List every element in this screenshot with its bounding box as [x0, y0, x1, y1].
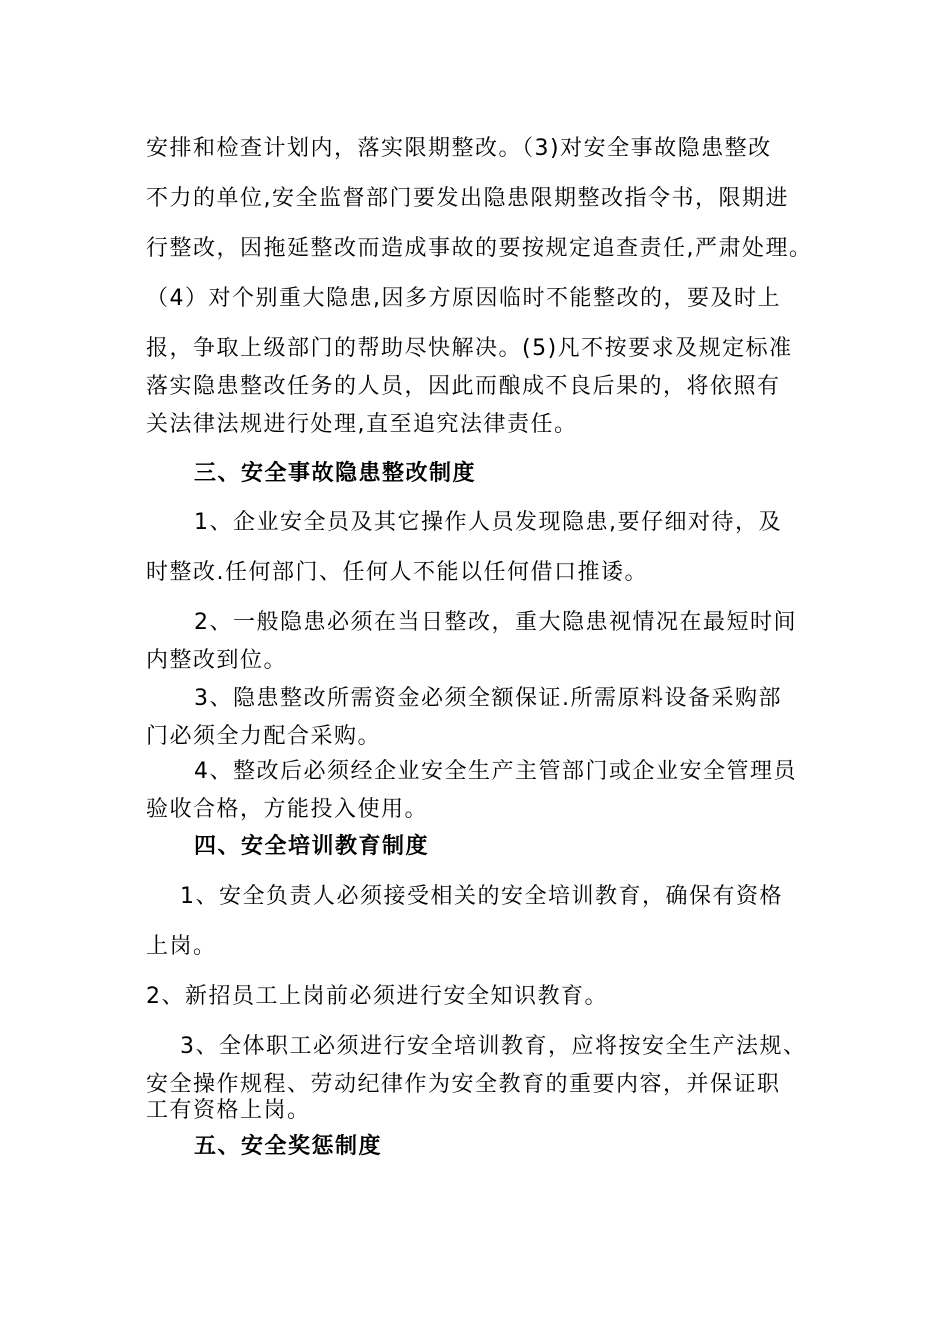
list-item-text: 1、安全负责人必须接受相关的安全培训教育，确保有资格 — [180, 884, 783, 909]
body-text-line: 安排和检查计划内，落实限期整改。（3)对安全事故隐患整改 — [146, 136, 772, 161]
list-item-text: 时整改.任何部门、任何人不能以任何借口推诿。 — [146, 560, 648, 585]
list-item-text: 验收合格，方能投入使用。 — [146, 797, 429, 822]
section-heading-5: 五、安全奖惩制度 — [194, 1134, 383, 1159]
body-text-line: 行整改，因拖延整改而造成事故的要按规定追查责任,严肃处理。 — [146, 236, 813, 261]
section-heading-3: 三、安全事故隐患整改制度 — [194, 461, 477, 486]
body-text-line: 报，争取上级部门的帮助尽快解决。(5)凡不按要求及规定标准 — [146, 336, 793, 361]
section-heading-4: 四、安全培训教育制度 — [194, 834, 430, 859]
list-item-text: 3、隐患整改所需资金必须全额保证.所需原料设备采购部 — [194, 686, 782, 711]
list-item-text: 4、整改后必须经企业安全生产主管部门或企业安全管理员 — [194, 759, 797, 784]
list-item-text: 2、新招员工上岗前必须进行安全知识教育。 — [146, 984, 608, 1009]
list-item-text: 工有资格上岗。 — [146, 1098, 311, 1123]
list-item-text: 门必须全力配合采购。 — [146, 724, 382, 749]
list-item-text: 3、全体职工必须进行安全培训教育，应将按安全生产法规、 — [180, 1034, 807, 1059]
body-text-line: （4）对个别重大隐患,因多方原因临时不能整改的，要及时上 — [146, 286, 781, 311]
list-item-text: 安全操作规程、劳动纪律作为安全教育的重要内容，并保证职 — [146, 1072, 781, 1097]
list-item-text: 1、企业安全员及其它操作人员发现隐患,要仔细对待，及 — [194, 510, 782, 535]
body-text-line: 不力的单位,安全监督部门要发出隐患限期整改指令书，限期进 — [146, 186, 789, 211]
list-item-text: 内整改到位。 — [146, 648, 288, 673]
body-text-line: 落实隐患整改任务的人员，因此而酿成不良后果的，将依照有 — [146, 374, 781, 399]
list-item-text: 上岗。 — [146, 934, 217, 959]
list-item-text: 2、一般隐患必须在当日整改，重大隐患视情况在最短时间 — [194, 610, 797, 635]
body-text-line: 关法律法规进行处理,直至追究法律责任。 — [146, 412, 578, 437]
